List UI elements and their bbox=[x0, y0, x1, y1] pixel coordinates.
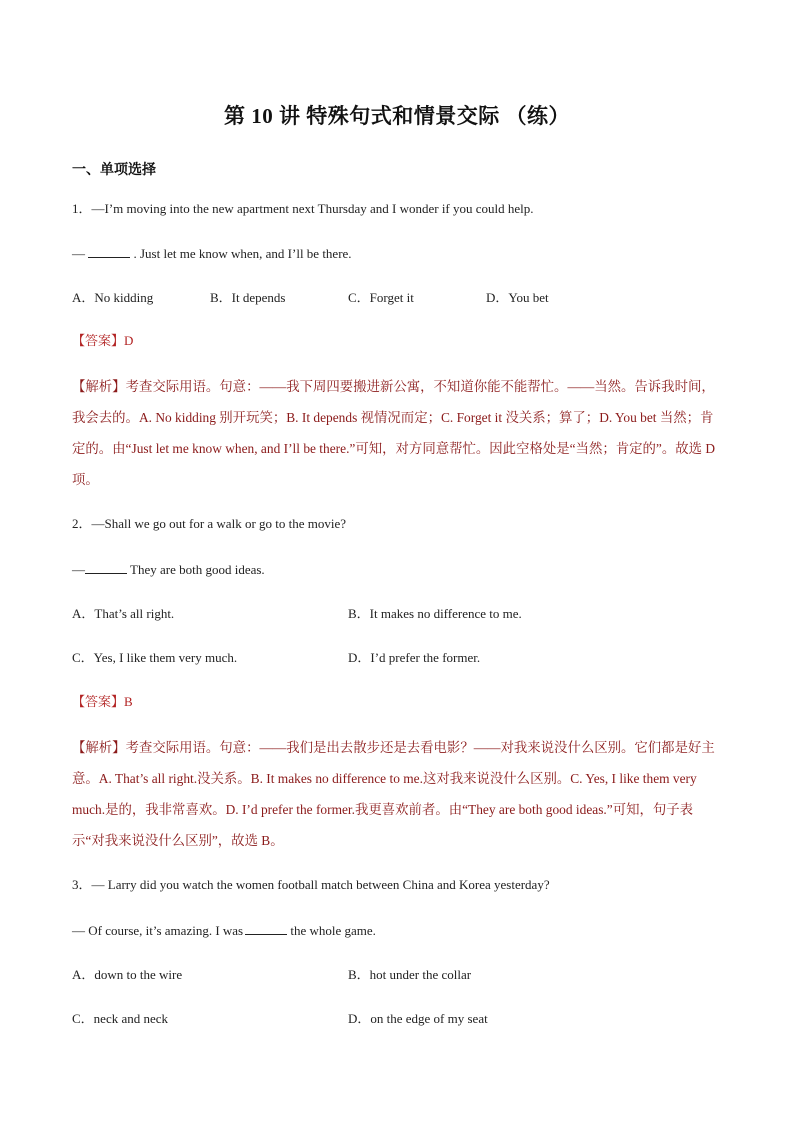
section-heading: 一、单项选择 bbox=[72, 163, 156, 178]
question-2-option-b[interactable]: B．It makes no difference to me. bbox=[348, 606, 522, 621]
question-2-analysis bbox=[72, 732, 722, 856]
question-1-reply bbox=[72, 244, 352, 263]
question-2-option-a[interactable]: A．That’s all right. bbox=[72, 606, 175, 621]
question-1-option-d[interactable]: D．You bet bbox=[486, 290, 549, 305]
question-1-analysis bbox=[72, 371, 722, 495]
question-3-reply bbox=[72, 921, 376, 940]
question-3-option-c[interactable]: C．neck and neck bbox=[72, 1011, 169, 1026]
analysis-tag: 【解析】 bbox=[72, 379, 126, 394]
question-2-option-d[interactable]: D．I’d prefer the former. bbox=[348, 650, 481, 665]
question-2-answer bbox=[72, 693, 133, 711]
question-2-reply-prefix: — bbox=[72, 562, 85, 577]
question-1-option-c[interactable]: C．Forget it bbox=[348, 290, 414, 305]
question-1-answer bbox=[72, 332, 133, 350]
question-2-blank bbox=[85, 560, 127, 574]
question-1-reply-suffix: . Just let me know when, and I’ll be there. bbox=[130, 246, 352, 261]
question-1-reply-prefix: — bbox=[72, 246, 85, 261]
question-3-stem: 3．— Larry did you watch the women football match between China and Korea yesterday? bbox=[72, 877, 550, 892]
question-3-option-d[interactable]: D．on the edge of my seat bbox=[348, 1011, 488, 1026]
question-1-option-b[interactable]: B．It depends bbox=[210, 290, 286, 305]
analysis-text: 考查交际用语。句意：——我下周四要搬进新公寓，不知道你能不能帮忙。——当然。告诉我时间，我会去的。A. No kidding 别开玩笑；B. It depends 视情况而定；C. Forget it 没关系；算了；D. You bet 当然；肯定的。由“Just let me know when, and I’ll be there.”可知，对方同意帮忙。因此空格处是“当然；肯定的”。故选 D 项。 bbox=[72, 379, 716, 487]
analysis-tag: 【解析】 bbox=[72, 740, 126, 755]
question-1-option-a[interactable]: A．No kidding bbox=[72, 290, 154, 305]
question-3-reply-prefix: — Of course, it’s amazing. I was bbox=[72, 923, 244, 938]
answer-value: B bbox=[124, 694, 133, 709]
question-3-reply-suffix: the whole game. bbox=[287, 923, 376, 938]
question-1-blank bbox=[88, 244, 130, 258]
question-2-reply bbox=[72, 560, 265, 579]
analysis-text: 考查交际用语。句意：——我们是出去散步还是去看电影？——对我来说没什么区别。它们都是好主意。A. That’s all right.没关系。B. It makes no difference to me.这对我来说没什么区别。C. Yes, I like them very much.是的，我非常喜欢。D. I’d prefer the former.我更喜欢前者。由“They are both good ideas.”可知，句子表示“对我来说没什么区别”，故选 B。 bbox=[72, 740, 715, 848]
question-2-stem: 2．—Shall we go out for a walk or go to the movie? bbox=[72, 516, 347, 531]
page-title: 第 10 讲 特殊句式和情景交际 （练） bbox=[224, 104, 570, 128]
question-3-option-b[interactable]: B．hot under the collar bbox=[348, 967, 472, 982]
question-2-option-c[interactable]: C．Yes, I like them very much. bbox=[72, 650, 238, 665]
question-1-stem: 1．—I’m moving into the new apartment next Thursday and I wonder if you could help. bbox=[72, 201, 534, 216]
answer-tag: 【答案】 bbox=[72, 694, 125, 709]
question-3-option-a[interactable]: A．down to the wire bbox=[72, 967, 183, 982]
answer-tag: 【答案】 bbox=[72, 333, 125, 348]
question-2-reply-suffix: They are both good ideas. bbox=[127, 562, 265, 577]
question-3-blank bbox=[245, 921, 287, 935]
answer-value: D bbox=[124, 333, 134, 348]
